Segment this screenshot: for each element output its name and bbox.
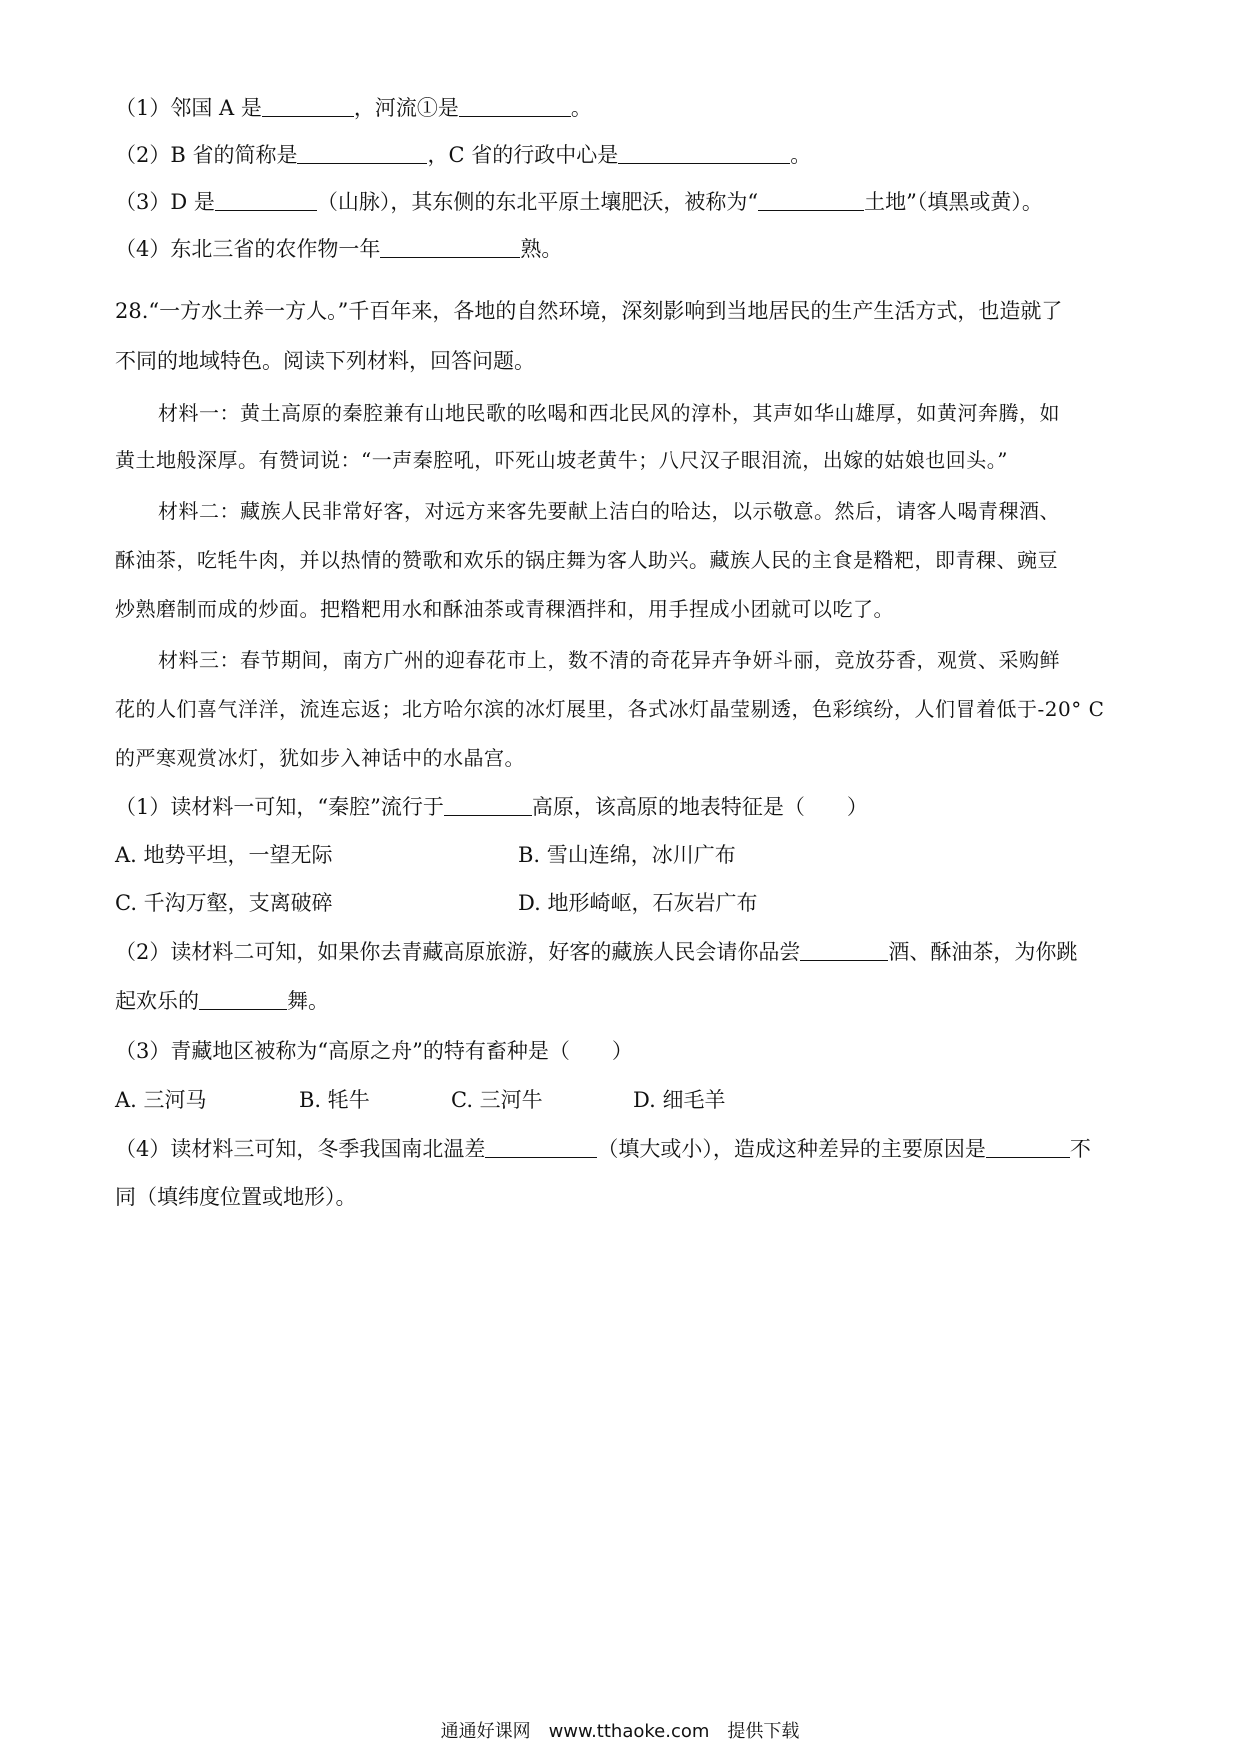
answer-blank[interactable] [618, 141, 790, 164]
q27-part-3 [115, 187, 1135, 217]
q28-s2-text-a: （2）读材料二可知，如果你去青藏高原旅游，好客的藏族人民会请你品尝 [115, 940, 801, 964]
answer-blank[interactable] [380, 235, 520, 258]
material-1-line-2: 黄土地般深厚。有赞词说：“一声秦腔吼，吓死山坡老黄牛；八尺汉子眼泪流，出嫁的姑娘也回头。” [115, 448, 1008, 472]
q28-s1-text-b: 高原，该高原的地表特征是（ ） [531, 795, 868, 819]
material-2-line-1: 材料二：藏族人民非常好客，对远方来客先要献上洁白的哈达，以示敬意。然后，请客人喝青稞酒、 [158, 499, 1060, 523]
q27-p1-text-c: 。 [570, 96, 592, 120]
q28-s4-text-a: （4）读材料三可知，冬季我国南北温差 [115, 1137, 486, 1161]
q28-sub-4 [115, 1134, 1135, 1164]
q27-part-1 [115, 93, 1135, 123]
q28-intro-line-2: 不同的地域特色。阅读下列材料，回答问题。 [115, 349, 535, 373]
option-d[interactable]: D. 地形崎岖，石灰岩广布 [518, 891, 758, 915]
material-2-line-2: 酥油茶，吃牦牛肉，并以热情的赞歌和欢乐的锅庄舞为客人助兴。藏族人民的主食是糌粑，即青稞、豌豆 [115, 548, 1058, 572]
q27-p4-text-b: 熟。 [520, 237, 563, 261]
q28-s2-text-b: 酒、酥油茶，为你跳 [888, 940, 1078, 964]
option-a[interactable]: A. 地势平坦，一望无际 [115, 843, 333, 867]
q27-p4-text-a: （4）东北三省的农作物一年 [115, 237, 381, 261]
answer-blank[interactable] [459, 94, 571, 117]
material-3-line-1: 材料三：春节期间，南方广州的迎春花市上，数不清的奇花异卉争妍斗丽，竞放芬香，观赏、采购鲜 [158, 648, 1060, 672]
answer-blank[interactable] [986, 1135, 1070, 1158]
q28-s1-options-row-1 [115, 840, 1135, 870]
option-c[interactable]: C. 三河牛 [451, 1088, 543, 1112]
answer-blank[interactable] [215, 188, 317, 211]
option-b[interactable]: B. 牦牛 [299, 1088, 370, 1112]
answer-blank[interactable] [800, 938, 888, 961]
q28-sub-2 [115, 937, 1135, 967]
option-c[interactable]: C. 千沟万壑，支离破碎 [115, 891, 333, 915]
q28-s2-l2-text-b: 舞。 [287, 989, 329, 1013]
answer-blank[interactable] [444, 793, 532, 816]
q27-p2-text-b: ，C 省的行政中心是 [427, 143, 619, 167]
answer-blank[interactable] [485, 1135, 597, 1158]
q27-p2-text-a: （2）B 省的简称是 [115, 143, 298, 167]
q27-p3-text-c: 土地”（填黑或黄）。 [864, 190, 1043, 214]
material-2-line-3: 炒熟磨制而成的炒面。把糌粑用水和酥油茶或青稞酒拌和，用手捏成小团就可以吃了。 [115, 597, 894, 621]
q28-s4-text-c: 不 [1069, 1137, 1091, 1161]
page-footer: 通通好课网 www.tthaoke.com 提供下载 [440, 1721, 800, 1742]
q28-intro-line-1: 28.“一方水土养一方人。”千百年来，各地的自然环境，深刻影响到当地居民的生产生活方式，也造就了 [115, 299, 1063, 323]
q27-part-2 [115, 140, 1135, 170]
option-d[interactable]: D. 细毛羊 [633, 1088, 726, 1112]
q27-p1-text-b: ，河流①是 [353, 96, 459, 120]
q27-p1-text-a: （1）邻国 A 是 [115, 96, 262, 120]
material-3-line-3: 的严寒观赏冰灯，犹如步入神话中的水晶宫。 [115, 746, 525, 770]
q28-sub-2-line-2 [115, 986, 1135, 1016]
q27-p3-text-b: （山脉），其东侧的东北平原土壤肥沃，被称为“ [316, 190, 759, 214]
q28-s1-options-row-2 [115, 888, 1135, 918]
q27-p3-text-a: （3）D 是 [115, 190, 215, 214]
answer-blank[interactable] [758, 188, 864, 211]
option-a[interactable]: A. 三河马 [115, 1088, 207, 1112]
q27-part-4 [115, 234, 1135, 264]
answer-blank[interactable] [199, 987, 287, 1010]
q28-s1-text-a: （1）读材料一可知，“秦腔”流行于 [115, 795, 444, 819]
q28-sub-3: （3）青藏地区被称为“高原之舟”的特有畜种是（ ） [115, 1039, 633, 1063]
q28-s2-l2-text-a: 起欢乐的 [115, 989, 199, 1013]
material-1-line-1: 材料一：黄土高原的秦腔兼有山地民歌的吆喝和西北民风的淳朴，其声如华山雄厚，如黄河奔腾，如 [158, 401, 1060, 425]
q28-s3-options [115, 1085, 1135, 1115]
answer-blank[interactable] [297, 141, 427, 164]
option-b[interactable]: B. 雪山连绵，冰川广布 [518, 843, 736, 867]
material-3-line-2: 花的人们喜气洋洋，流连忘返；北方哈尔滨的冰灯展里，各式冰灯晶莹剔透，色彩缤纷，人们冒着低于-20° C [115, 697, 1105, 721]
q28-sub-4-line-2: 同（填纬度位置或地形）。 [115, 1185, 357, 1209]
answer-blank[interactable] [262, 94, 354, 117]
q28-s4-text-b: （填大或小），造成这种差异的主要原因是 [597, 1137, 986, 1161]
q28-sub-1 [115, 792, 1135, 822]
q27-p2-text-c: 。 [790, 143, 812, 167]
